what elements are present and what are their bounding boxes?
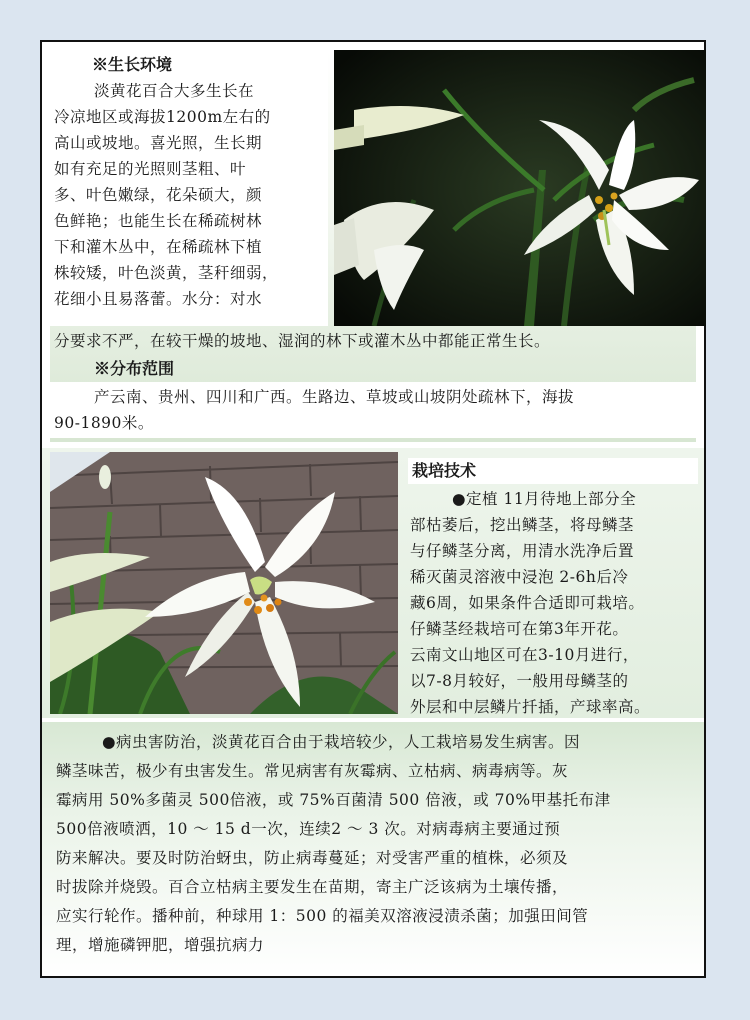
distribution-text-box	[50, 382, 696, 438]
growth-line: 色鲜艳；也能生长在稀疏树林	[54, 212, 263, 230]
growth-continuation: 分要求不严，在较干燥的坡地、湿润的林下或灌木丛中都能正常生长。	[54, 332, 551, 350]
cultivation-line: 云南文山地区可在3-10月进行，	[410, 646, 639, 664]
lily-photo-wall	[50, 452, 398, 714]
growth-line: 株较矮，叶色淡黄，茎秆细弱，	[54, 264, 279, 282]
pest-line: 鳞茎味苦，极少有虫害发生。常见病害有灰霉病、立枯病、病毒病等。灰	[56, 762, 569, 780]
cultivation-heading-box	[408, 458, 698, 484]
growth-line: 多、叶色嫩绿，花朵硕大，颜	[54, 186, 263, 204]
middle-section	[42, 448, 704, 718]
pest-line: 时拔除并烧毁。百合立枯病主要发生在苗期，寄主广泛该病为土壤传播，	[56, 878, 569, 896]
top-section	[50, 50, 696, 442]
cultivation-line: 稀灭菌灵溶液中浸泡 2-6h后冷	[410, 568, 629, 586]
cultivation-line: 部枯萎后，挖出鳞茎，将母鳞茎	[410, 516, 635, 534]
pest-line: 霉病用 50%多菌灵 500倍液，或 75%百菌清 500 倍液，或 70%甲基托布津	[56, 791, 611, 809]
growth-line: 花细小且易落蕾。水分：对水	[54, 290, 263, 308]
pest-line: 防来解决。要及时防治蚜虫，防止病毒蔓延；对受害严重的植株，必须及	[56, 849, 569, 867]
pest-line: 500倍液喷洒，10 ～ 15 d一次，连续2 ～ 3 次。对病毒病主要通过预	[56, 820, 561, 838]
cultivation-line: 仔鳞茎经栽培可在第3年开花。	[410, 620, 629, 638]
cultivation-text	[410, 486, 702, 720]
cultivation-line: 藏6周，如果条件合适即可栽培。	[410, 594, 645, 612]
cultivation-line: 外层和中层鳞片扦插，产球率高。	[410, 698, 651, 716]
growth-line: 淡黄花百合大多生长在	[94, 82, 255, 100]
cultivation-line: 以7-8月较好，一般用母鳞茎的	[410, 672, 629, 690]
distribution-line: 产云南、贵州、四川和广西。生路边、草坡或山坡阴处疏林下，海拔	[94, 388, 575, 406]
page-frame	[40, 40, 706, 978]
growth-line: 高山或坡地。喜光照，生长期	[54, 134, 263, 152]
growth-line: 如有充足的光照则茎粗、叶	[54, 160, 247, 178]
cultivation-heading: 栽培技术	[412, 461, 477, 480]
growth-heading: ※生长环境	[92, 55, 173, 74]
pest-line: 理，增施磷钾肥，增强抗病力	[56, 936, 265, 954]
pest-section	[42, 722, 704, 976]
distribution-heading: ※分布范围	[94, 359, 175, 378]
cultivation-line: 与仔鳞茎分离，用清水洗净后置	[410, 542, 635, 560]
growth-line: 冷凉地区或海拔1200m左右的	[54, 108, 271, 126]
pest-line: 应实行轮作。播种前，种球用 1：500 的福美双溶液浸渍杀菌；加强田间管	[56, 907, 589, 925]
growth-continuation-box	[50, 326, 696, 356]
cultivation-line: ●定植 11月待地上部分全	[452, 490, 637, 508]
growth-text-box	[50, 50, 328, 326]
lily-photo-dark	[334, 50, 706, 326]
growth-line: 下和灌木丛中，在稀疏林下植	[54, 238, 263, 256]
pest-line: ●病虫害防治，淡黄花百合由于栽培较少，人工栽培易发生病害。因	[102, 733, 581, 751]
distribution-line: 90-1890米。	[54, 414, 154, 432]
